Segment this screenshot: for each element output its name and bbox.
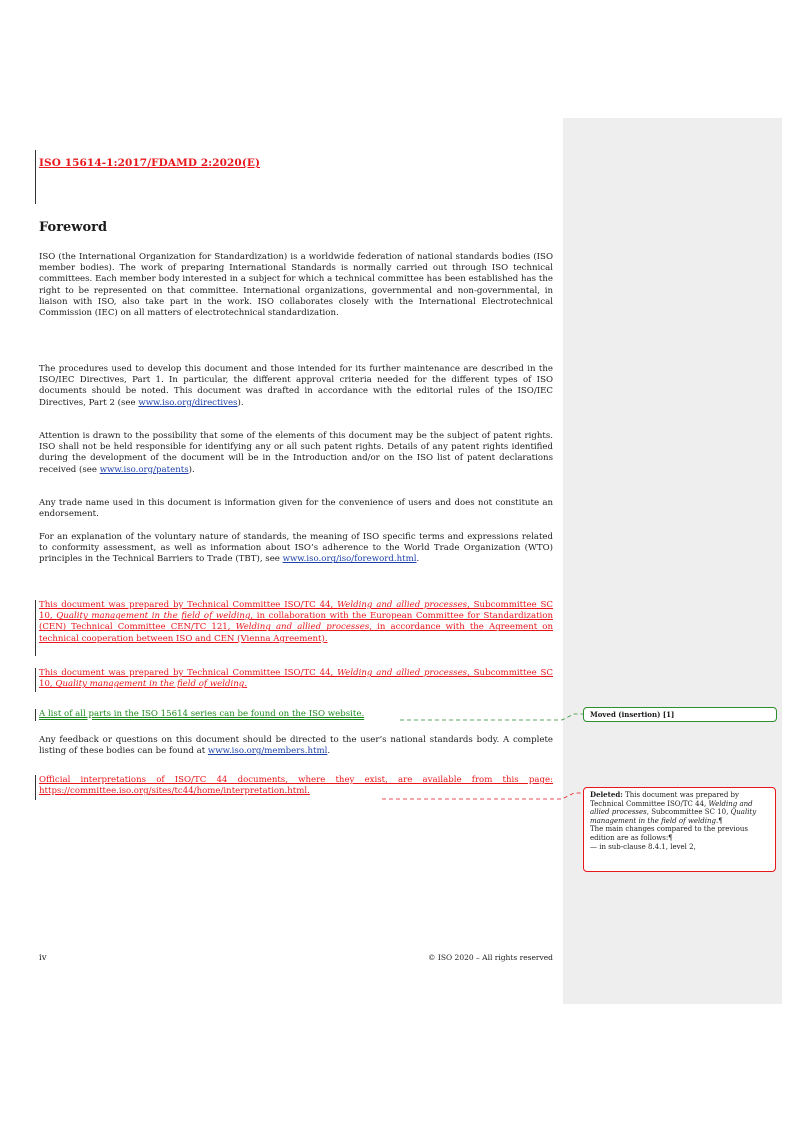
comment-balloon-moved[interactable]: Moved (insertion) [1]: [583, 707, 777, 722]
change-bar: [35, 668, 36, 692]
directives-link[interactable]: www.iso.org/directives: [138, 397, 238, 408]
section-title: Foreword: [39, 220, 108, 235]
members-link[interactable]: www.iso.org/members.html: [207, 746, 328, 757]
paragraph-4: Any trade name used in this document is information given for the convenience of users and does not constitute an endorsement.: [39, 498, 553, 520]
paragraph-5: For an explanation of the voluntary nature of standards, the meaning of ISO specific terms and expressions related to conformity assessment, as well as information about ISO’s adherence to the World Trade Organization (WTO) principles in the Technical Barriers to Trade (TBT), see www.iso.org/iso/foreword.html.: [39, 532, 553, 565]
patents-link[interactable]: www.iso.org/patents: [99, 464, 189, 475]
paragraph-10-insertion: Official interpretations of ISO/TC 44 documents, where they exist, are available from this page: https://committee.iso.org/sites/tc44/home/interpretation.html.: [39, 775, 553, 797]
change-bar: [35, 775, 36, 800]
change-bar: [35, 709, 36, 721]
change-bar: [35, 600, 36, 656]
document-id-header: ISO 15614-1:2017/FDAMD 2:2020(E): [39, 157, 261, 169]
paragraph-7-insertion: This document was prepared by Technical Committee ISO/TC 44, Welding and allied processes, Subcommittee SC 10, Quality management in the field of welding.: [39, 668, 553, 690]
paragraph-1: ISO (the International Organization for Standardization) is a worldwide federation of national standards bodies (ISO member bodies). The work of preparing International Standards is normally carried out through ISO technical committees. Each member body interested in a subject for which a technical committee has been established has the right to be represented on that committee. International organizations, governmental and non-governmental, in liaison with ISO, also take part in the work. ISO collaborates closely with the International Electrotechnical Commission (IEC) on all matters of electrotechnical standardization.: [39, 252, 553, 319]
paragraph-6-insertion: This document was prepared by Technical Committee ISO/TC 44, Welding and allied processes, Subcommittee SC 10, Quality management in the field of welding, in collaboration with the European Committee for Standardization (CEN) Technical Committee CEN/TC 121, Welding and allied processes, in accordance with the Agreement on technical cooperation between ISO and CEN (Vienna Agreement).: [39, 600, 553, 644]
foreword-link[interactable]: www.iso.org/iso/foreword.html: [282, 554, 417, 565]
paragraph-3: Attention is drawn to the possibility that some of the elements of this document may be the subject of patent rights. ISO shall not be held responsible for identifying any or all such patent rights. Details of any patent rights identified during the development of the document will be in the Introduction and/or on the ISO list of patent declarations received (see www.iso.org/patents).: [39, 431, 553, 475]
change-bar: [35, 150, 36, 204]
page-number: iv: [39, 953, 47, 963]
copyright-notice: © ISO 2020 – All rights reserved: [428, 953, 553, 962]
paragraph-2: The procedures used to develop this document and those intended for its further maintenance are described in the ISO/IEC Directives, Part 1. In particular, the different approval criteria needed for the different types of ISO documents should be noted. This document was drafted in accordance with the editorial rules of the ISO/IEC Directives, Part 2 (see www.iso.org/directives).: [39, 364, 553, 408]
paragraph-9: Any feedback or questions on this document should be directed to the user’s national standards body. A complete listing of these bodies can be found at www.iso.org/members.html.: [39, 735, 553, 757]
comment-balloon-deleted[interactable]: Deleted: This document was prepared by Technical Committee ISO/TC 44, Welding and allied processes, Subcommittee SC 10, Quality management in the field of welding.¶ The main changes compared to the previous edition are as follows:¶ — in sub-clause 8.4.1, level 2,: [583, 787, 776, 872]
paragraph-8-moved: A list of all parts in the ISO 15614 series can be found on the ISO website.: [39, 709, 365, 719]
